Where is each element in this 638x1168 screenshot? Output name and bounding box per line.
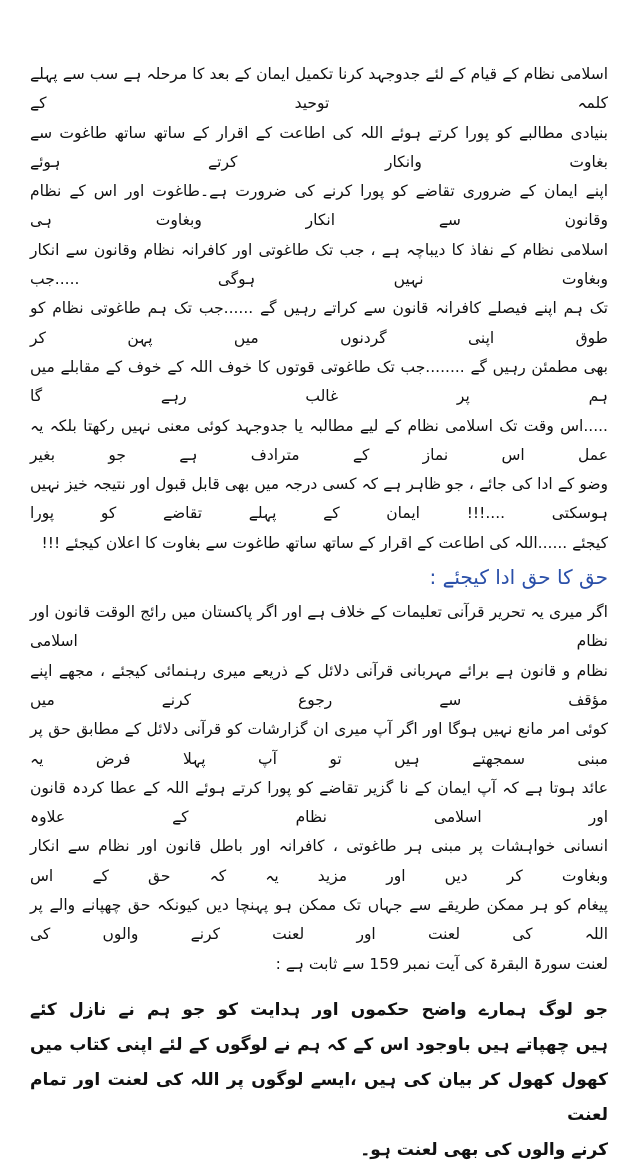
section-heading: حق کا حق ادا کیجئے : xyxy=(429,565,608,590)
text-line: .....اس وقت تک اسلامی نظام کے لیے مطالبہ یا جدوجہد کوئی معنی نہیں رکھتا بلکہ یہ عمل اس نماز کے مترادف ہے جو بغیر xyxy=(30,416,608,464)
text-line: وضو کے ادا کی جائے ، جو ظاہر ہے کہ کسی درجہ میں بھی قابل قبول اور نتیجہ خیز نہیں ہوسکتی ....!!! ایمان کے پہلے تقاضے کو پورا xyxy=(30,475,608,523)
text-line: بھی مطمئن رہیں گے ........جب تک طاغوتی قوتوں کا خوف اللہ کے خوف کے مقابلے میں ہم پر غالب رہے گا xyxy=(30,357,608,406)
text-line: پیغام کو ہر ممکن طریقے سے جہاں تک ممکن ہو پہنچا دیں کیونکہ حق چھپانے والے پر اللہ کی لعنت اور لعنت کرنے والوں کی xyxy=(30,896,608,944)
quran-quote xyxy=(30,993,608,1168)
quote-line: ہیں چھپاتے ہیں باوجود اس کے کہ ہم نے لوگوں کے لئے اپنی کتاب میں xyxy=(30,1034,608,1055)
paragraph-truth-duty xyxy=(30,598,608,979)
text-line: اگر میری یہ تحریر قرآنی تعلیمات کے خلاف ہے اور اگر پاکستان میں رائج الوقت قانون اور نظام اسلامی xyxy=(30,603,608,651)
text-line: بنیادی مطالبے کو پورا کرتے ہوئے اللہ کی اطاعت کے اقرار کے ساتھ ساتھ طاغوت سے بغاوت وانکار کرتے ہوئے xyxy=(30,123,608,171)
text-line: کوئی امر مانع نہیں ہوگا اور اگر آپ میری ان گزارشات کو قرآنی دلائل کے مطابق حق پر مبنی سمجھتے ہیں تو آپ پہلا فرض یہ xyxy=(30,720,608,768)
quote-line: کرنے والوں کی بھی لعنت ہو۔ xyxy=(360,1139,608,1160)
text-line: اپنے ایمان کے ضروری تقاضے کو پورا کرنے کی ضرورت ہے۔طاغوت اور اس کے نظام وقانون سے انکار وبغاوت ہی xyxy=(30,182,608,230)
text-line: انسانی خواہشات پر مبنی ہر طاغوتی ، کافرانہ اور باطل قانون اور نظام سے انکار وبغاوت کر دیں اور مزید یہ کہ حق کے اس xyxy=(30,837,608,885)
text-line: لعنت سورۃ البقرۃ کی آیت نمبر 159 سے ثابت ہے : xyxy=(275,954,608,973)
paragraph-islamic-system xyxy=(30,60,608,558)
quote-line: جو لوگ ہمارے واضح حکموں اور ہدایت کو جو ہم نے نازل کئے xyxy=(30,999,608,1020)
text-line: عائد ہوتا ہے کہ آپ ایمان کے نا گزیر تقاضے کو پورا کرتے ہوئے اللہ کے عطا کردہ قانون اور اسلامی نظام کے علاوہ xyxy=(30,778,608,827)
text-line: اسلامی نظام کے قیام کے لئے جدوجہد کرنا تکمیل ایمان کے بعد کا مرحلہ ہے سب سے پہلے کلمہ توحید کے xyxy=(30,65,608,113)
text-line: نظام و قانون ہے برائے مہربانی قرآنی دلائل کے ذریعے میری رہنمائی کیجئے ، مجھے اپنے مؤقف سے رجوع کرنے میں xyxy=(30,661,608,709)
text-line: کیجئے ......اللہ کی اطاعت کے اقرار کے ساتھ ساتھ طاغوت سے بغاوت کا اعلان کیجئے !!! xyxy=(41,533,608,552)
text-line: اسلامی نظام کے نفاذ کا دیباچہ ہے ، جب تک طاغوتی اور کافرانہ نظام وقانون سے انکار وبغاوت نہیں ہوگی .....جب xyxy=(30,240,608,289)
document-page xyxy=(30,60,608,1168)
text-line: تک ہم اپنے فیصلے کافرانہ قانون سے کراتے رہیں گے ......جب تک ہم طاغوتی نظام کو طوق اپنی گردنوں میں پہن کر xyxy=(30,299,608,347)
quote-line: کھول کھول کر بیان کی ہیں ،ایسے لوگوں پر اللہ کی لعنت اور تمام لعنت xyxy=(30,1069,608,1125)
